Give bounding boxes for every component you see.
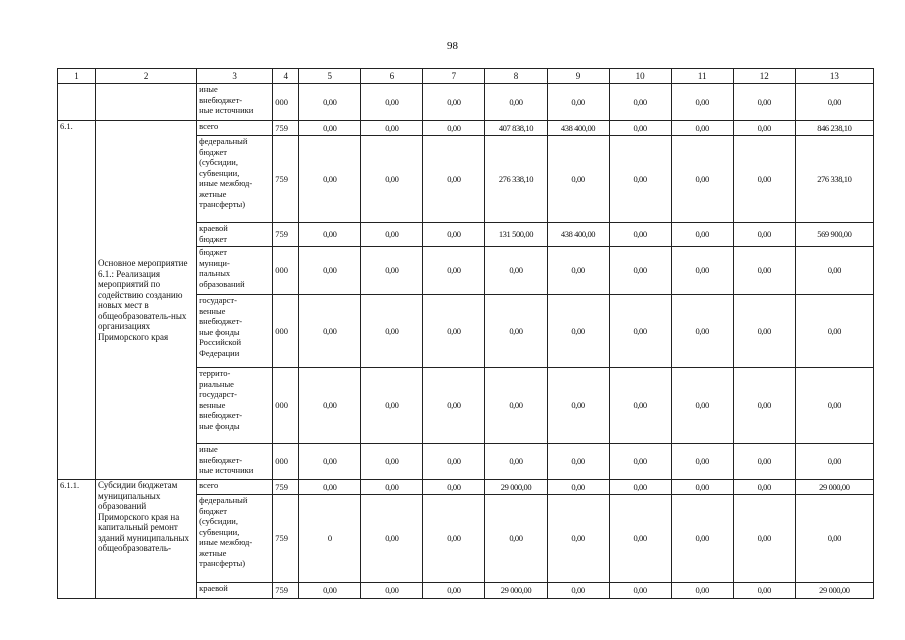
amount-cell: 0,00 <box>423 583 485 599</box>
amount-cell: 0 <box>299 495 361 583</box>
amount-cell: 0,00 <box>361 136 423 223</box>
table-row <box>58 84 874 121</box>
amount-cell: 0,00 <box>671 121 733 136</box>
amount-cell: 0,00 <box>671 84 733 121</box>
budget-code: 759 <box>273 121 299 136</box>
amount-cell: 29 000,00 <box>485 480 547 495</box>
amount-cell: 0,00 <box>609 247 671 295</box>
column-header: 9 <box>547 69 609 84</box>
amount-cell: 438 400,00 <box>547 223 609 247</box>
funding-source: краевой бюджет <box>197 223 273 247</box>
funding-source: иные внебюджет- ные источники <box>197 444 273 480</box>
amount-cell: 0,00 <box>485 295 547 368</box>
amount-cell: 0,00 <box>485 84 547 121</box>
amount-cell: 0,00 <box>299 444 361 480</box>
page-number: 98 <box>447 40 458 52</box>
amount-cell: 0,00 <box>609 136 671 223</box>
amount-cell: 0,00 <box>361 368 423 444</box>
budget-code: 000 <box>273 84 299 121</box>
amount-cell: 276 338,10 <box>485 136 547 223</box>
amount-cell: 29 000,00 <box>795 480 873 495</box>
amount-cell: 0,00 <box>361 480 423 495</box>
amount-cell: 0,00 <box>609 295 671 368</box>
amount-cell: 0,00 <box>485 368 547 444</box>
amount-cell: 438 400,00 <box>547 121 609 136</box>
amount-cell: 0,00 <box>423 444 485 480</box>
item-name: Субсидии бюджетам муниципальных образований Приморского края на капитальный ремонт зданий муниципальных общеобразователь- <box>96 480 197 599</box>
item-code: 6.1. <box>58 121 96 480</box>
amount-cell: 0,00 <box>547 495 609 583</box>
amount-cell: 0,00 <box>671 247 733 295</box>
column-header: 4 <box>273 69 299 84</box>
amount-cell: 0,00 <box>485 495 547 583</box>
amount-cell: 0,00 <box>361 223 423 247</box>
budget-code: 759 <box>273 136 299 223</box>
amount-cell: 0,00 <box>733 444 795 480</box>
amount-cell: 0,00 <box>609 495 671 583</box>
amount-cell: 0,00 <box>733 247 795 295</box>
item-code: 6.1.1. <box>58 480 96 599</box>
amount-cell: 0,00 <box>299 121 361 136</box>
column-header: 3 <box>197 69 273 84</box>
amount-cell: 0,00 <box>361 121 423 136</box>
amount-cell: 0,00 <box>671 495 733 583</box>
funding-source: федеральный бюджет (субсидии, субвенции, иные межбюд- жетные трансферты) <box>197 136 273 223</box>
column-header: 5 <box>299 69 361 84</box>
amount-cell: 0,00 <box>547 136 609 223</box>
column-header: 8 <box>485 69 547 84</box>
budget-code: 000 <box>273 368 299 444</box>
amount-cell: 0,00 <box>423 84 485 121</box>
amount-cell: 0,00 <box>733 121 795 136</box>
amount-cell: 0,00 <box>547 583 609 599</box>
column-header: 10 <box>609 69 671 84</box>
funding-source: террито- риальные государст- венные внебюджет- ные фонды <box>197 368 273 444</box>
item-code <box>58 84 96 121</box>
amount-cell: 0,00 <box>671 444 733 480</box>
budget-code: 759 <box>273 583 299 599</box>
amount-cell: 0,00 <box>795 84 873 121</box>
budget-table <box>57 68 874 599</box>
column-header: 1 <box>58 69 96 84</box>
amount-cell: 0,00 <box>609 480 671 495</box>
amount-cell: 0,00 <box>733 136 795 223</box>
amount-cell: 0,00 <box>423 480 485 495</box>
amount-cell: 0,00 <box>423 368 485 444</box>
amount-cell: 0,00 <box>423 136 485 223</box>
column-header: 2 <box>96 69 197 84</box>
amount-cell: 0,00 <box>671 223 733 247</box>
funding-source: всего <box>197 480 273 495</box>
amount-cell: 0,00 <box>671 295 733 368</box>
amount-cell: 0,00 <box>485 247 547 295</box>
item-name <box>96 84 197 121</box>
item-name: Основное мероприятие 6.1.: Реализация мероприятий по содействию созданию новых мест в общеобразователь-ных организациях Приморского края <box>96 121 197 480</box>
column-header: 11 <box>671 69 733 84</box>
amount-cell: 0,00 <box>547 444 609 480</box>
amount-cell: 29 000,00 <box>485 583 547 599</box>
amount-cell: 0,00 <box>361 444 423 480</box>
amount-cell: 0,00 <box>299 84 361 121</box>
amount-cell: 0,00 <box>795 444 873 480</box>
amount-cell: 0,00 <box>423 121 485 136</box>
amount-cell: 0,00 <box>299 247 361 295</box>
amount-cell: 0,00 <box>733 480 795 495</box>
amount-cell: 276 338,10 <box>795 136 873 223</box>
amount-cell: 0,00 <box>671 136 733 223</box>
amount-cell: 0,00 <box>547 368 609 444</box>
amount-cell: 0,00 <box>361 84 423 121</box>
amount-cell: 131 500,00 <box>485 223 547 247</box>
budget-code: 759 <box>273 495 299 583</box>
amount-cell: 0,00 <box>547 295 609 368</box>
funding-source: всего <box>197 121 273 136</box>
amount-cell: 0,00 <box>423 223 485 247</box>
column-header: 6 <box>361 69 423 84</box>
amount-cell: 0,00 <box>609 121 671 136</box>
amount-cell: 0,00 <box>299 480 361 495</box>
amount-cell: 0,00 <box>423 295 485 368</box>
amount-cell: 0,00 <box>547 480 609 495</box>
amount-cell: 0,00 <box>609 223 671 247</box>
funding-source: федеральный бюджет (субсидии, субвенции, иные межбюд- жетные трансферты) <box>197 495 273 583</box>
amount-cell: 0,00 <box>299 136 361 223</box>
budget-code: 759 <box>273 480 299 495</box>
funding-source: государст- венные внебюджет- ные фонды Российской Федерации <box>197 295 273 368</box>
amount-cell: 0,00 <box>485 444 547 480</box>
amount-cell: 0,00 <box>733 368 795 444</box>
amount-cell: 0,00 <box>547 84 609 121</box>
amount-cell: 0,00 <box>671 368 733 444</box>
amount-cell: 0,00 <box>299 583 361 599</box>
amount-cell: 0,00 <box>547 247 609 295</box>
budget-code: 000 <box>273 247 299 295</box>
amount-cell: 0,00 <box>361 295 423 368</box>
amount-cell: 0,00 <box>299 223 361 247</box>
budget-code: 000 <box>273 444 299 480</box>
amount-cell: 0,00 <box>795 495 873 583</box>
amount-cell: 0,00 <box>361 583 423 599</box>
budget-code: 759 <box>273 223 299 247</box>
amount-cell: 0,00 <box>609 368 671 444</box>
column-header: 7 <box>423 69 485 84</box>
amount-cell: 0,00 <box>423 495 485 583</box>
funding-source: бюджет муници- пальных образований <box>197 247 273 295</box>
amount-cell: 0,00 <box>609 583 671 599</box>
column-header: 13 <box>795 69 873 84</box>
amount-cell: 407 838,10 <box>485 121 547 136</box>
amount-cell: 0,00 <box>361 495 423 583</box>
amount-cell: 0,00 <box>733 84 795 121</box>
amount-cell: 0,00 <box>733 223 795 247</box>
amount-cell: 0,00 <box>671 480 733 495</box>
table-row <box>58 480 874 495</box>
amount-cell: 0,00 <box>609 84 671 121</box>
amount-cell: 0,00 <box>795 368 873 444</box>
budget-code: 000 <box>273 295 299 368</box>
funding-source: иные внебюджет- ные источники <box>197 84 273 121</box>
amount-cell: 0,00 <box>733 295 795 368</box>
amount-cell: 0,00 <box>733 583 795 599</box>
amount-cell: 0,00 <box>423 247 485 295</box>
amount-cell: 0,00 <box>795 295 873 368</box>
amount-cell: 0,00 <box>299 368 361 444</box>
amount-cell: 0,00 <box>795 247 873 295</box>
amount-cell: 0,00 <box>609 444 671 480</box>
amount-cell: 0,00 <box>361 247 423 295</box>
amount-cell: 29 000,00 <box>795 583 873 599</box>
amount-cell: 846 238,10 <box>795 121 873 136</box>
amount-cell: 0,00 <box>733 495 795 583</box>
header-row <box>58 69 874 84</box>
amount-cell: 0,00 <box>671 583 733 599</box>
amount-cell: 0,00 <box>299 295 361 368</box>
amount-cell: 569 900,00 <box>795 223 873 247</box>
funding-source: краевой <box>197 583 273 599</box>
table-row <box>58 121 874 136</box>
column-header: 12 <box>733 69 795 84</box>
